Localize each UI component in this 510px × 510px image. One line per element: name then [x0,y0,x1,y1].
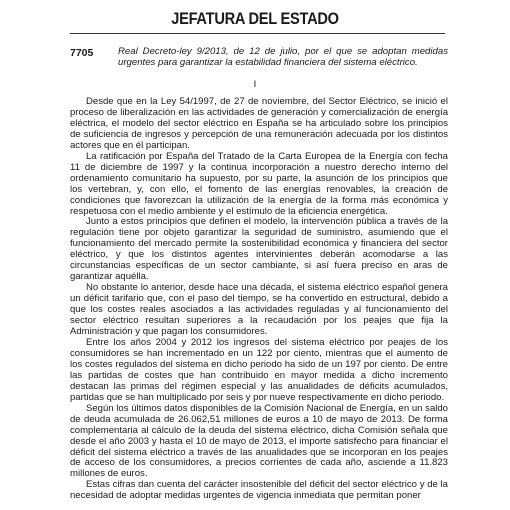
paragraph: Estas cifras dan cuenta del carácter insostenible del déficit del sector eléctrico y de la necesidad de adoptar medidas urgentes de vigencia inmediata que permitan poner [70,479,448,502]
paragraph: Junto a estos principios que definen el modelo, la intervención pública a través de la regulación tiene por objeto garantizar la seguridad de suministro, asumiendo que el funcionamiento del mercado permite la sostenibilidad económica y financiera del sector eléctrico, y que los distintos agentes intervinientes deberán acomodarse a las circunstancias específicas de un sector cambiante, si así fuera preciso en aras de garantizar aquélla. [70,216,448,283]
document-heading: Real Decreto-ley 9/2013, de 12 de julio, por el que se adoptan medidas urgentes para garantizar la estabilidad financiera del sistema eléctrico. [118,46,448,68]
paragraph: No obstante lo anterior, desde hace una década, el sistema eléctrico español genera un déficit tarifario que, con el paso del tiempo, se ha convertido en estructural, debido a que los costes reales asociados a las actividades reguladas y al funcionamiento del sector eléctrico resultan superiores a la recaudación por los peajes que fija la Administración y que pagan los consumidores. [70,282,448,338]
paragraph: Entre los años 2004 y 2012 los ingresos del sistema eléctrico por peajes de los consumidores se han incrementado en un 122 por ciento, mientras que el aumento de los costes regulados del sistema en dicho periodo ha sido de un 197 por ciento. De entre las partidas de costes que han contribuido en mayor medida a dicho incremento destacan las primas del régimen especial y las anualidades de déficits acumulados, partidas que se han multiplicado por seis y por nueve respectivamente en dicho periodo. [70,336,448,403]
section-numeral: I [253,79,257,90]
paragraph: Según los últimos datos disponibles de la Comisión Nacional de Energía, en un saldo de deuda acumulada de 26.062,51 millones de euros a 10 de mayo de 2013. De forma complementaria al cálculo de la deuda del sistema eléctrico, dicha Comisión señala que desde el año 2003 y hasta el 10 de mayo de 2013, el importe satisfecho para financiar el déficit del sistema eléctrico a través de las anualidades que se incorporan en los peajes de acceso de los consumidores, a precios corrientes de cada año, asciende a 11.823 millones de euros. [70,402,448,480]
document-body [70,97,448,502]
paragraph: La ratificación por España del Tratado de la Carta Europea de la Energía con fecha 11 de diciembre de 1997 y la continua incorporación a nuestro derecho interno del ordenamiento comunitario ha supuesto, por su parte, la asunción de los principios que los vertebran, y, con ello, el fomento de las energías renovables, la creación de condiciones que favorezcan la utilización de la energía de la forma más económica y respetuosa con el medio ambiente y el estímulo de la eficiencia energética. [70,150,448,217]
section-header-title: JEFATURA DEL ESTADO [171,9,339,28]
paragraph: Desde que en la Ley 54/1997, de 27 de noviembre, del Sector Eléctrico, se inició el proceso de liberalización en las actividades de generación y comercialización de energía eléctrica, el modelo del sector eléctrico en España se ha articulado sobre los principios de suficiencia de ingresos y percepción de una remuneración adecuada por los distintos actores que en él participan. [70,96,448,151]
header-divider [70,33,445,34]
document-number: 7705 [70,47,94,59]
